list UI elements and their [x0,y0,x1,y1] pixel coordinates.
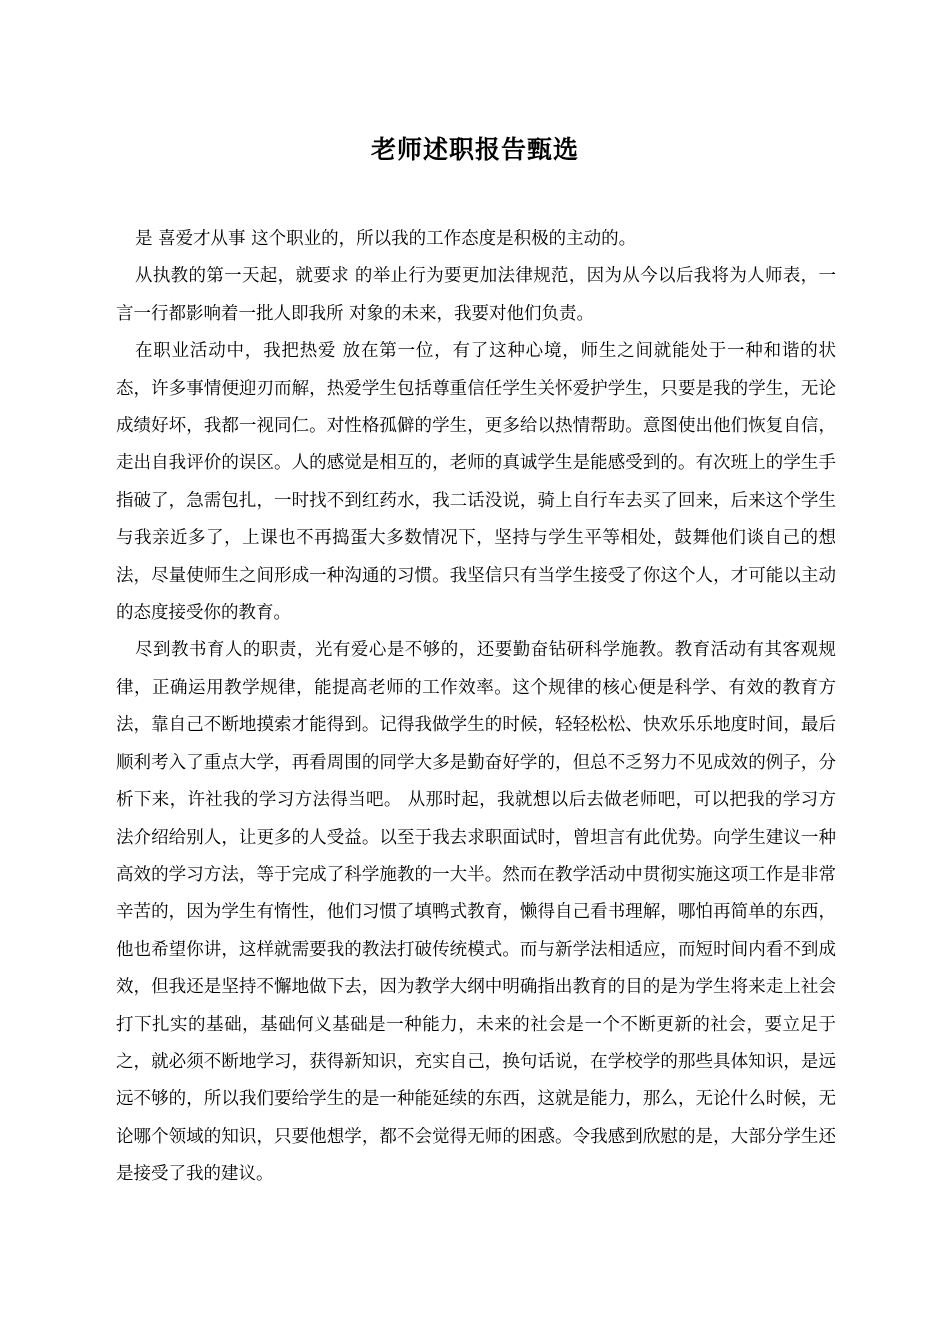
document-title: 老师述职报告甄选 [370,135,579,164]
document-body [116,221,836,1194]
paragraph: 是 喜爱才从事 这个职业的，所以我的工作态度是积极的主动的。 [135,229,637,249]
paragraph: 尽到教书育人的职责，光有爱心是不够的，还要勤奋钻研科学施教。教育活动有其客观规律，正确运用教学规律，能提高老师的工作效率。这个规律的核心便是科学、有效的教育方法，靠自己不断地摸索才能得到。记得我做学生的时候，轻轻松松、快欢乐乐地度时间，最后顺利考入了重点大学，再看周围的同学大多是勤奋好学的，但总不乏努力不见成效的例子，分析下来，许社我的学习方法得当吧。 从那时起，我就想以后去做老师吧，可以把我的学习方法介绍给别人，让更多的人受益。以至于我去求职面试时，曾坦言有此优势。向学生建议一种高效的学习方法，等于完成了科学施教的一大半。然而在教学活动中贯彻实施这项工作是非常辛苦的，因为学生有惰性，他们习惯了填鸭式教育，懒得自己看书理解，哪怕再简单的东西，他也希望你讲，这样就需要我的教法打破传统模式。而与新学法相适应，而短时间内看不到成效，但我还是坚持不懈地做下去，因为教学大纲中明确指出教育的目的是为学生将来走上社会打下扎实的基础，基础何义基础是一种能力，未来的社会是一个不断更新的社会，要立足于之，就必须不断地学习，获得新知识，充实自己，换句话说，在学校学的那些具体知识，是远远不够的，所以我们要给学生的是一种能延续的东西，这就是能力，那么，无论什么时候，无论哪个领域的知识，只要他想学，都不会觉得无师的困惑。令我感到欣慰的是，大部分学生还是接受了我的建议。 [116,640,836,1185]
paragraph: 从执教的第一天起，就要求 的举止行为要更加法律规范，因为从今以后我将为人师表，一言一行都影响着一批人即我所 对象的未来，我要对他们负责。 [116,266,836,324]
paragraph: 在职业活动中，我把热爱 放在第一位，有了这种心境，师生之间就能处于一种和谐的状态，许多事情便迎刃而解，热爱学生包括尊重信任学生关怀爱护学生，只要是我的学生，无论成绩好坏，我都一视同仁。对性格孤僻的学生，更多给以热情帮助。意图使出他们恢复自信，走出自我评价的误区。人的感觉是相互的，老师的真诚学生是能感受到的。有次班上的学生手指破了，急需包扎，一时找不到红药水，我二话没说，骑上自行车去买了回来，后来这个学生与我亲近多了，上课也不再捣蛋大多数情况下，坚持与学生平等相处，鼓舞他们谈自己的想法，尽量使师生之间形成一种沟通的习惯。我坚信只有当学生接受了你这个人，才可能以主动的态度接受你的教育。 [116,341,836,624]
